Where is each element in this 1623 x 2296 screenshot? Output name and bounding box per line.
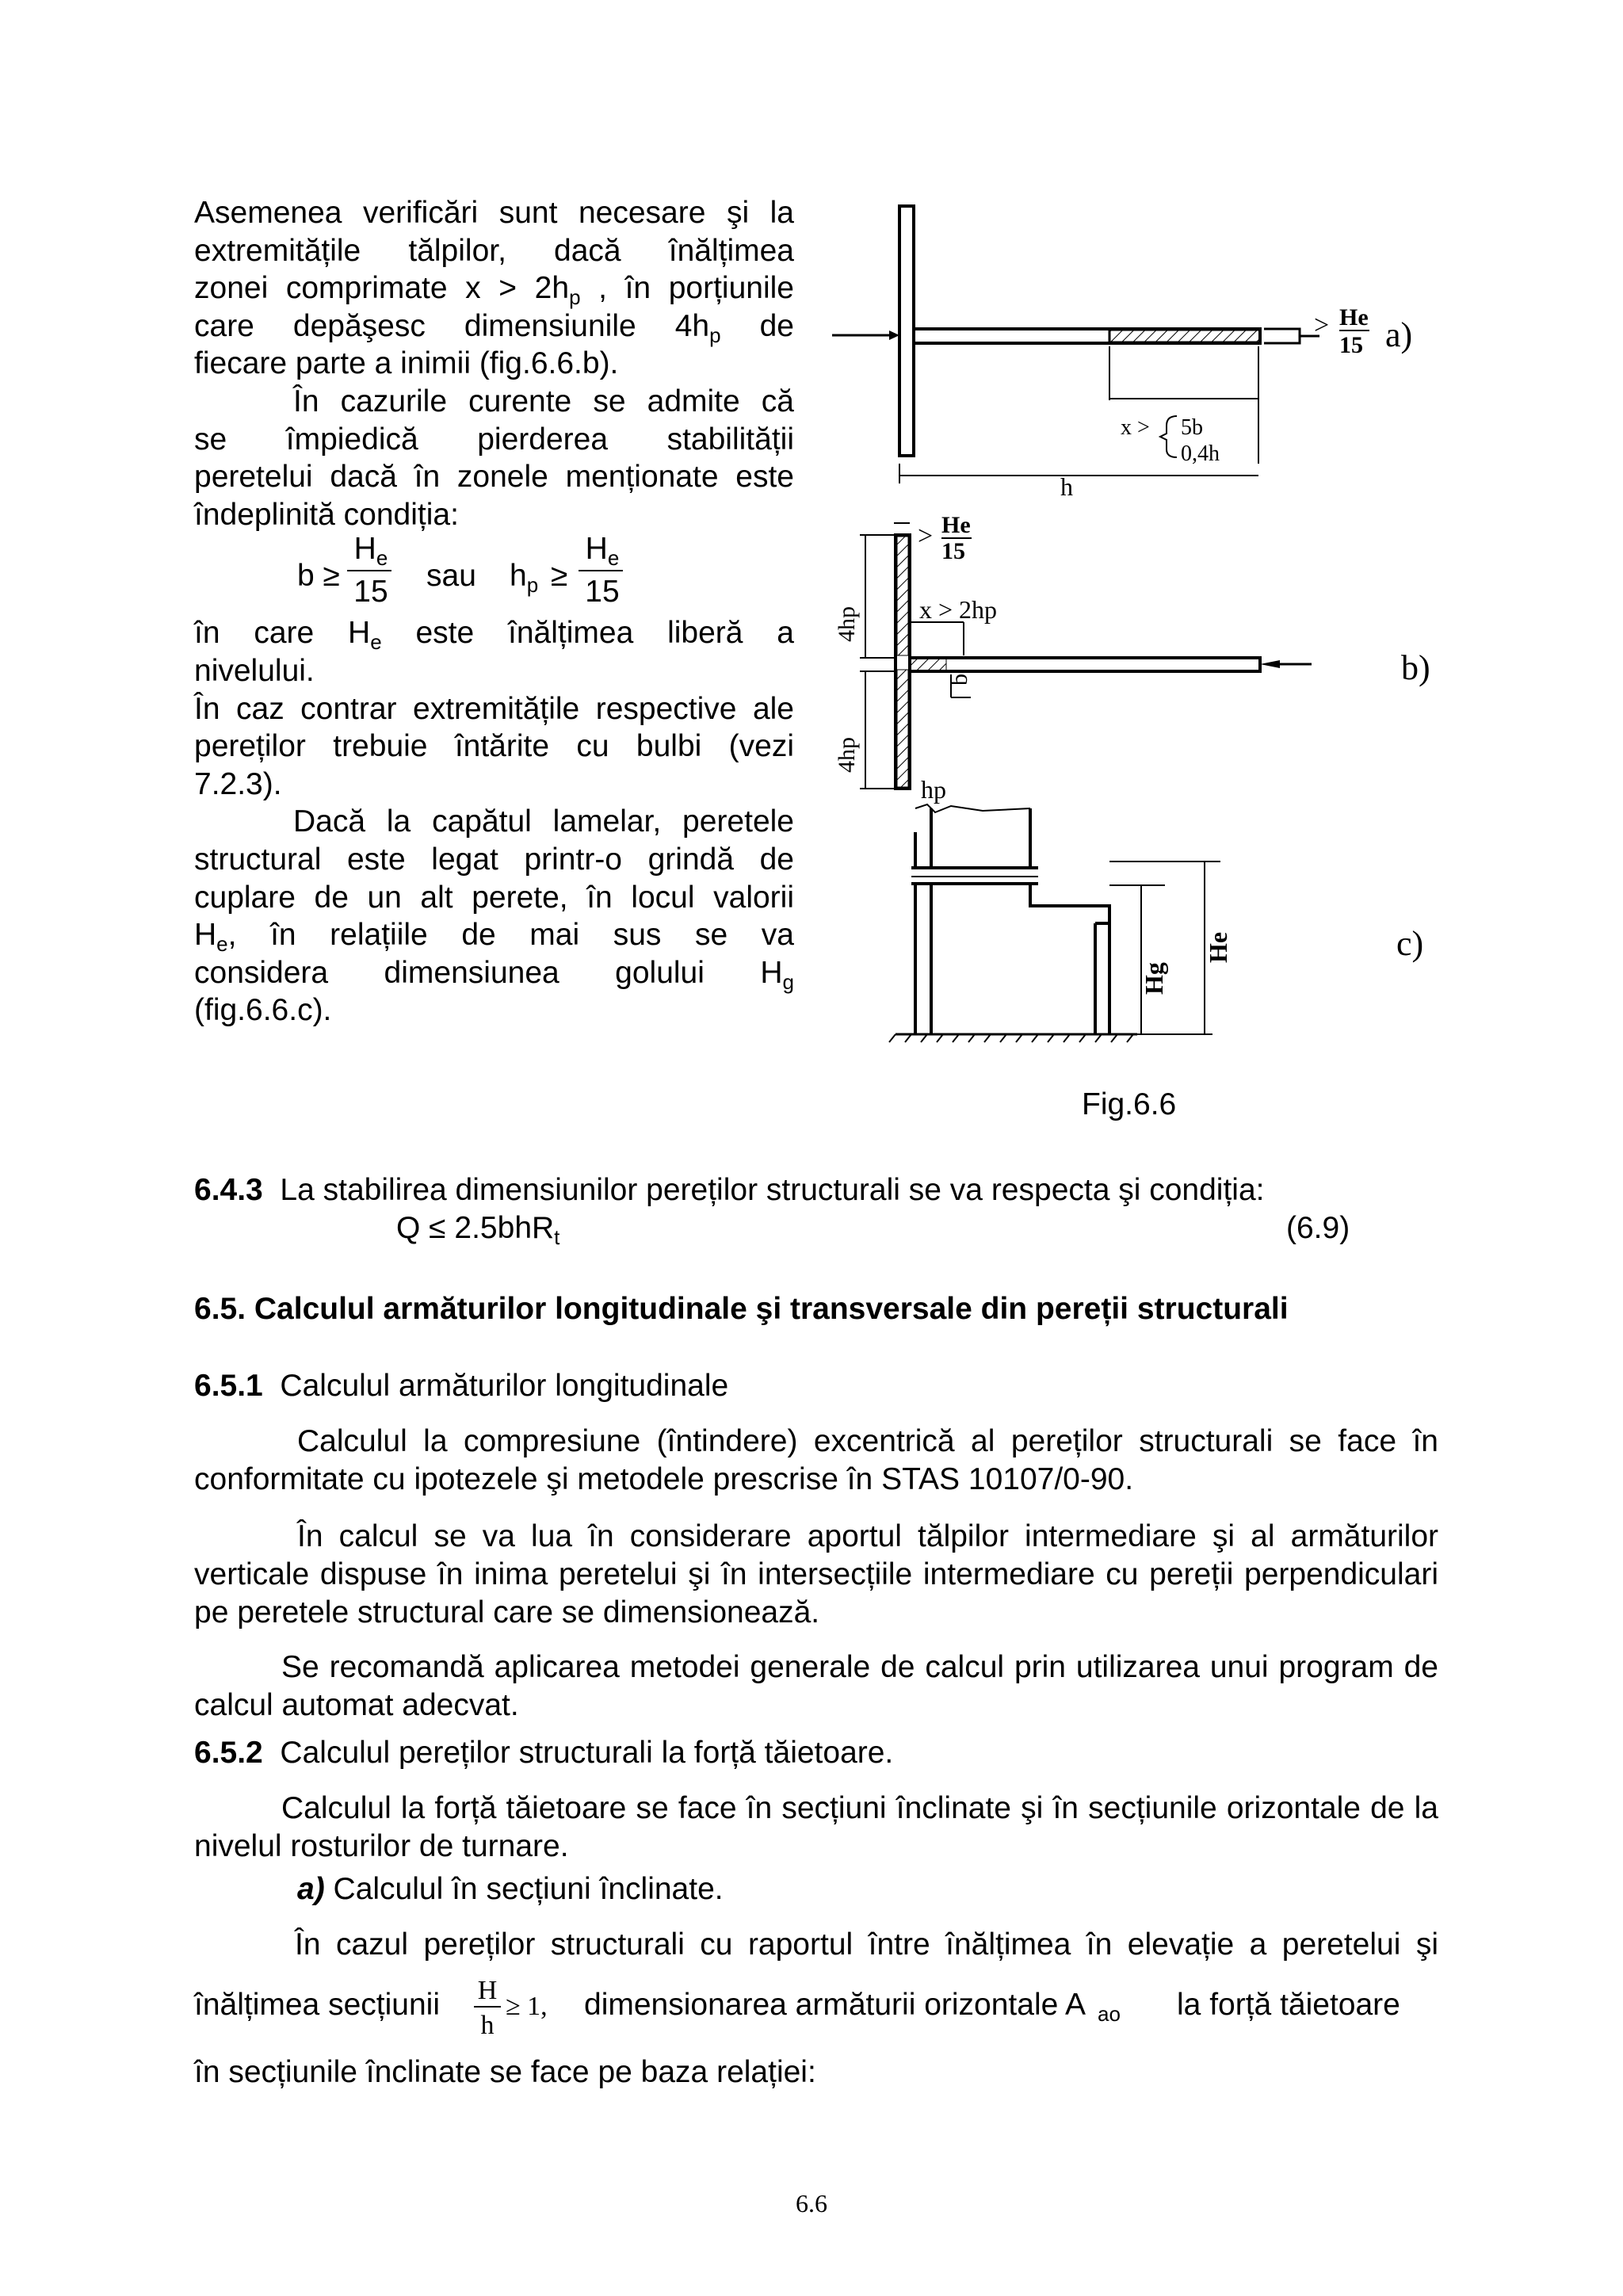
paragraph-line: (fig.6.6.c). [194, 993, 332, 1028]
paragraph-line-ratio: înălțimea secțiunii H h ≥ 1, dimensionarea armăturii orizontale A $_{ao}$ la forță tăietoare [194, 1976, 1400, 2040]
fig-c-label: c) [1396, 924, 1424, 963]
paragraph-line: În cazul pereților structurali cu raportul între înălțimea în elevație a peretelui şi [295, 1927, 1438, 1962]
fig-b-4hp-top: 4hp [834, 606, 860, 642]
left-column [194, 194, 794, 1030]
fig-b-hp: hp [921, 775, 946, 804]
section-6-5-2-heading: 6.5.2 Calculul pereților structurali la forță tăietoare. [194, 1736, 894, 1770]
paragraph-line: în care $H_e$ este înălțimea liberă a [194, 616, 794, 655]
fig-b-x-gt: x > 2hp [919, 595, 998, 624]
figure-c [889, 804, 1220, 1042]
paragraph-line: care depăşesc dimensiunile $4h_p$ de [194, 308, 794, 347]
paragraph: Asemenea verificări sunt necesare şi la [194, 196, 794, 230]
fig-a-frac-num: He [1339, 304, 1369, 330]
fig-b-frac-num: He [941, 512, 971, 538]
paragraph-line: se împiedică pierderea stabilității [194, 422, 794, 457]
paragraph-line: $H_e$, în relațiile de mai sus se va [194, 918, 794, 957]
fig-b-frac-den: 15 [941, 538, 965, 564]
paragraph-line: extremitățile tălpilor, dacă înălțimea [194, 233, 794, 268]
paragraph-line: În caz contrar extremitățile respective ale [194, 691, 794, 726]
figure-b [860, 523, 1312, 789]
paragraph-line: structural este legat printr-o grindă de [194, 842, 794, 877]
paragraph: Se recomandă aplicarea metodei generale de calcul prin utilizarea unui program de calcul automat adecvat. [194, 1650, 1438, 1722]
fig-a-h: h [1060, 472, 1073, 501]
paragraph-line: Dacă la capătul lamelar, peretele [293, 804, 794, 839]
fig-a-val1: 5b [1181, 415, 1203, 440]
paragraph-line: fiecare parte a inimii (fig.6.6.b). [194, 346, 619, 381]
fig-c-he: He [1204, 931, 1232, 963]
paragraph-line: în secțiunile înclinate se face pe baza relației: [194, 2055, 816, 2089]
paragraph-line: îndeplinită condiția: [194, 497, 459, 532]
paragraph-line: considera dimensiunea golului $H_g$ [194, 955, 794, 994]
paragraph-line: nivelului. [194, 653, 315, 688]
figure-caption: Fig.6.6 [1082, 1087, 1177, 1121]
section-6-5-1-heading: 6.5.1 Calculul armăturilor longitudinale [194, 1369, 729, 1403]
fig-a-gt: > [1314, 311, 1330, 340]
figure-6-6 [824, 202, 1458, 1054]
fig-a-label: a) [1385, 315, 1413, 354]
fig-a-val2: 0,4h [1181, 441, 1220, 466]
fig-a-x-gt: x > [1121, 415, 1150, 440]
fig-b-b: b [946, 674, 972, 686]
paragraph: Calculul la forță tăietoare se face în secțiuni înclinate şi în secțiunile orizontale de la nivelul rosturilor de turnare. [194, 1791, 1438, 1863]
fig-a-frac-den: 15 [1339, 332, 1363, 358]
page-number: 6.6 [796, 2189, 827, 2218]
paragraph-line: zonei comprimate $x > 2h_p$ , în porțiunile [194, 271, 794, 310]
paragraph-line: 7.2.3). [194, 766, 282, 801]
figure-a [832, 206, 1319, 483]
section-6-5-title: 6.5. Calculul armăturilor longitudinale şi transversale din pereții structurali [194, 1292, 1289, 1326]
fig-b-gt: > [918, 521, 934, 551]
paragraph: În calcul se va lua în considerare aportul tălpilor intermediare şi al armăturilor verticale dispuse în inima peretelui şi în intersecțiile intermediare cu pereții perpendiculari pe peretele structural care se dimensionează. [194, 1519, 1438, 1629]
paragraph-line: În cazurile curente se admite că [293, 384, 794, 418]
paragraph: Calculul la compresiune (întindere) excentrică al pereților structurali se face în conformitate cu ipotezele şi metodele prescrise în STAS 10107/0-90. [194, 1424, 1438, 1496]
paragraph-line: peretelui dacă în zonele menționate este [194, 460, 794, 495]
paragraph-line: pereților trebuie întărite cu bulbi (vezi [194, 729, 794, 764]
paragraph-line: cuplare de un alt perete, în locul valorii [194, 880, 794, 915]
condition-formula: b ≥ $H_e$ 15 sau $h_p$ ≥ $H_e$ 15 [194, 533, 794, 614]
section-6-4-3: 6.4.3 La stabilirea dimensiunilor pereților structurali se va respecta şi condiția: Q ≤ 2.5bhR$_t$ (6.9) [194, 1173, 1350, 1249]
fig-c-hg: Hg [1140, 962, 1168, 995]
fig-b-4hp-bottom: 4hp [834, 737, 860, 773]
subheading-a: a) Calculul în secțiuni înclinate. [297, 1872, 724, 1906]
fig-b-label: b) [1401, 648, 1430, 687]
